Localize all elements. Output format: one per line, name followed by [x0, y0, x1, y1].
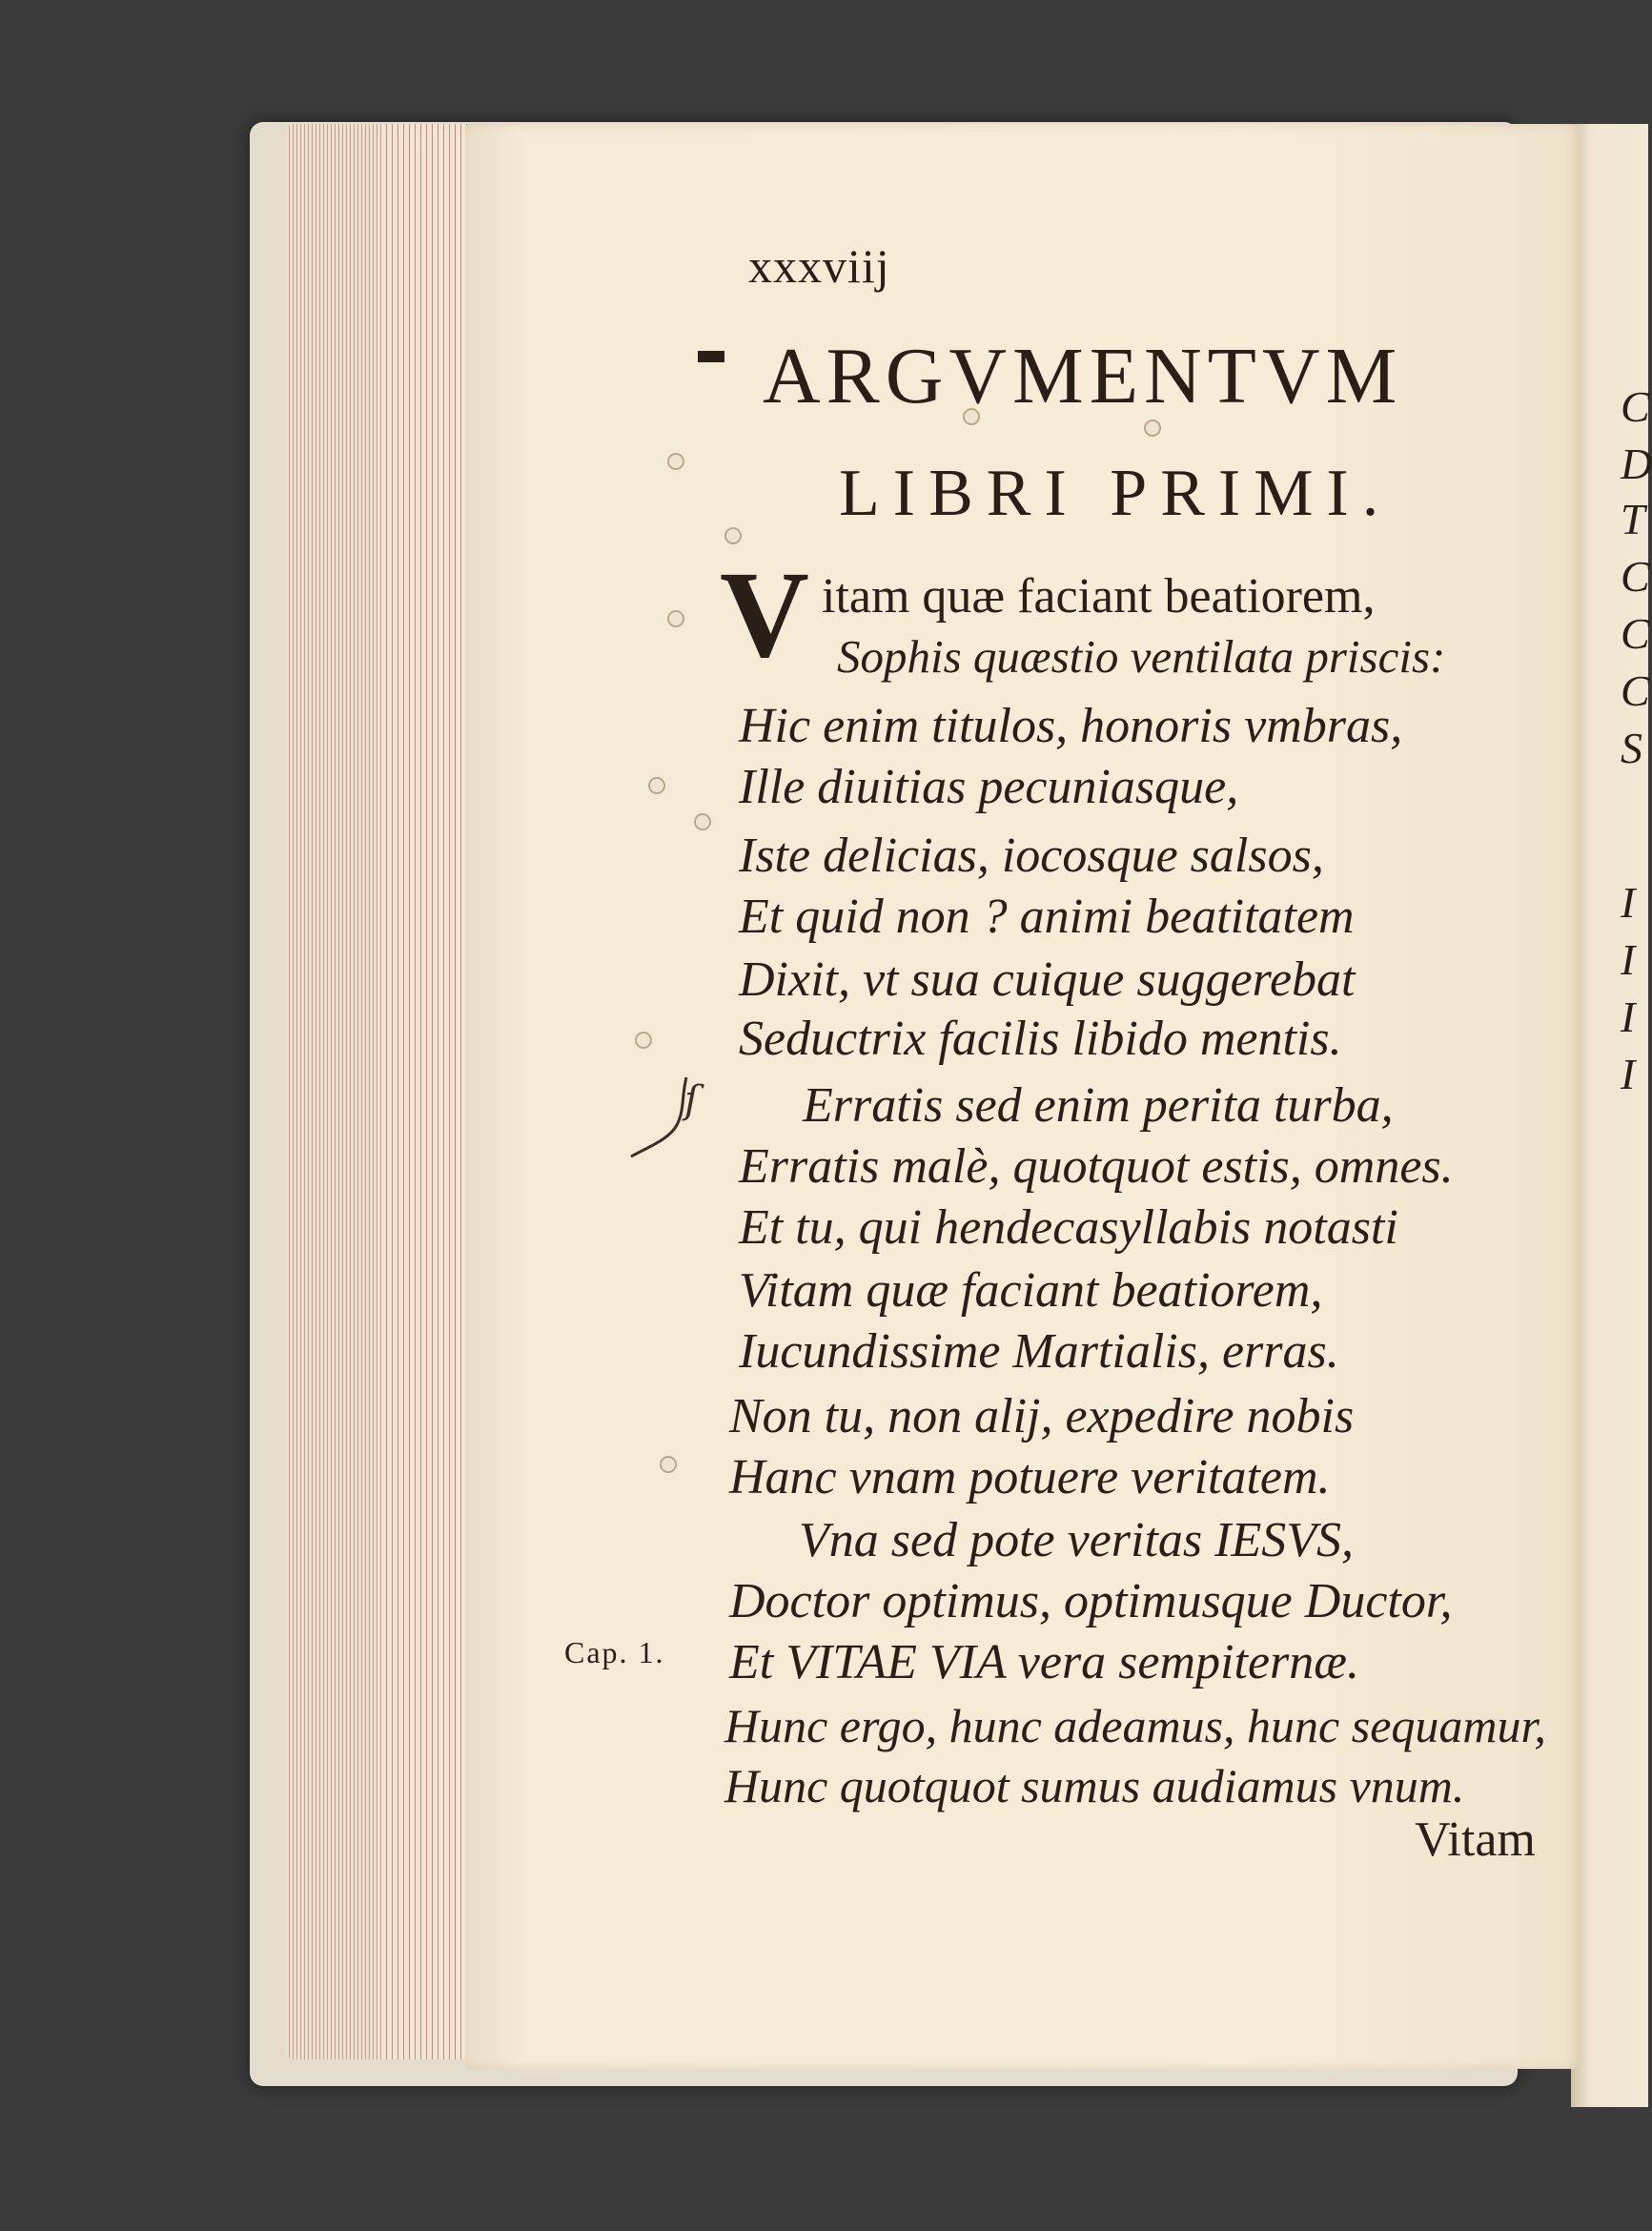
- facing-page-edge: [1571, 124, 1652, 2107]
- paper-hole: [667, 453, 684, 470]
- paper-hole: [724, 527, 742, 544]
- page-number: xxxviij: [748, 239, 890, 293]
- catchword: Vitam: [1415, 1812, 1536, 1867]
- paper-hole: [660, 1456, 677, 1473]
- verse-line: Hanc vnam potuere veritatem.: [729, 1450, 1331, 1504]
- facing-letter: I: [1621, 935, 1636, 984]
- paper-hole: [648, 777, 665, 794]
- facing-letter: I: [1621, 993, 1636, 1041]
- verse-line: Sophis quæstio ventilata priscis:: [837, 630, 1446, 683]
- drop-cap: V: [720, 546, 809, 684]
- verse-line: Ille diuitias pecuniasque,: [739, 760, 1239, 814]
- pencil-mark-text: ſ: [684, 1078, 699, 1122]
- verse-line: itam quæ faciant beatiorem,: [822, 569, 1376, 624]
- verse-line: Doctor optimus, optimusque Ductor,: [729, 1574, 1453, 1628]
- verse-line: Et tu, qui hendecasyllabis notasti: [739, 1200, 1398, 1255]
- facing-letter: I: [1621, 1050, 1636, 1098]
- facing-letter: C: [1621, 552, 1650, 601]
- page-title: ARGVMENTVM: [763, 332, 1403, 420]
- verse-line: Iucundissime Martialis, erras.: [739, 1324, 1339, 1379]
- paper-hole: [667, 610, 684, 627]
- page-subtitle: LIBRI PRIMI.: [839, 457, 1393, 530]
- verse-line: Iste delicias, iocosque salsos,: [739, 829, 1324, 883]
- paper-hole: [635, 1032, 652, 1049]
- verse-line: Erratis malè, quotquot estis, omnes.: [739, 1139, 1454, 1194]
- facing-letter: C: [1621, 609, 1650, 658]
- verse-line: Erratis sed enim perita turba,: [803, 1078, 1394, 1133]
- verse-line: Seductrix facilis libido mentis.: [739, 1012, 1342, 1066]
- facing-letter: D: [1621, 440, 1652, 488]
- verse-line: Non tu, non alij, expedire nobis: [729, 1389, 1355, 1443]
- facing-letter: S: [1621, 724, 1642, 772]
- pencil-mark-icon: [629, 1073, 705, 1158]
- verse-line: Hic enim titulos, honoris vmbras,: [739, 699, 1403, 753]
- paper-hole: [694, 813, 711, 830]
- facing-letter: C: [1621, 666, 1650, 715]
- verse-line: Vitam quæ faciant beatiorem,: [739, 1263, 1323, 1318]
- verse-line: Vna sed pote veritas IESVS,: [799, 1513, 1354, 1567]
- verse-line: Hunc ergo, hunc adeamus, hunc sequamur,: [724, 1699, 1546, 1752]
- page-edges: [286, 124, 477, 2059]
- verse-line: Et quid non ? animi beatitatem: [739, 890, 1355, 944]
- margin-chapter-note: Cap. 1.: [564, 1635, 665, 1669]
- facing-letter: I: [1621, 878, 1636, 927]
- verse-line: Dixit, vt sua cuique suggerebat: [739, 952, 1356, 1007]
- verse-line: Hunc quotquot sumus audiamus vnum.: [724, 1759, 1465, 1812]
- verse-line: Et VITAE VIA vera sempiternæ.: [729, 1635, 1359, 1689]
- facing-letter: T: [1621, 495, 1645, 543]
- title-dash: [698, 351, 724, 362]
- facing-letter: C: [1621, 382, 1650, 431]
